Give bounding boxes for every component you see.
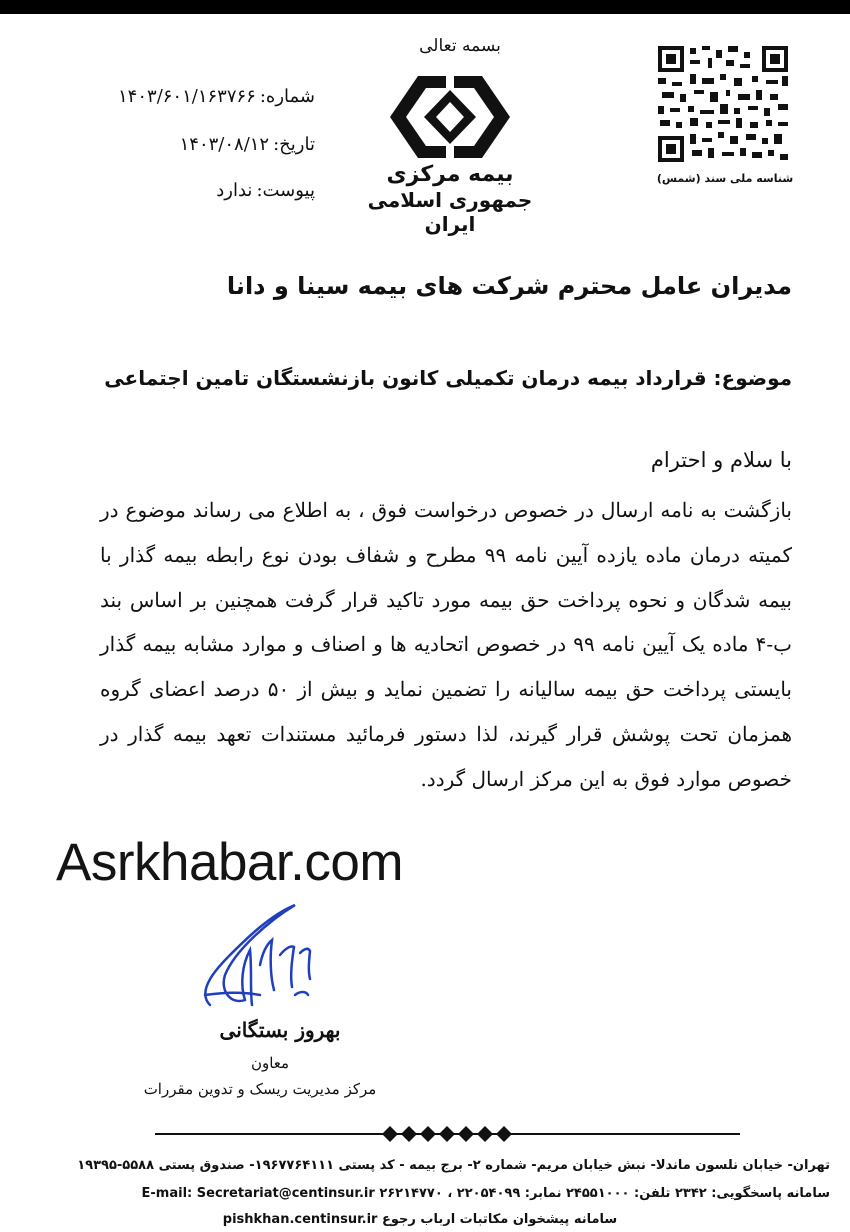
signer-role: معاون (250, 1054, 290, 1072)
watermark: Asrkhabar.com (56, 833, 403, 892)
footer-address: تهران- خیابان نلسون ماندلا- نبش خیابان مریم- شماره ۲- برج بیمه - کد پستی ۱۹۶۷۷۶۴۱۱۱- صندوق پستی ۵۵۸۸-۱۹۳۹۵ (77, 1158, 830, 1173)
signature-icon (190, 895, 330, 1025)
letter-greeting: با سلام و احترام (650, 448, 792, 472)
footer-contact: سامانه پاسخگویی: ۲۳۴۲ تلفن: ۲۴۵۵۱۰۰۰ نمابر: ۲۲۰۵۴۰۹۹ ، ۲۶۲۱۴۷۷۰ E-mail: Secretariat@centinsur.ir (141, 1186, 830, 1201)
letter-number (118, 86, 315, 107)
signer-department: مرکز مدیریت ریسک و تدوین مقررات (143, 1080, 377, 1098)
letter-attachment (216, 180, 315, 201)
basmala: بسمه تعالی (419, 36, 501, 56)
date-value: ۱۴۰۳/۰۸/۱۲ (179, 134, 270, 155)
attachment-label: پیوست: (256, 180, 315, 201)
number-value: ۱۴۰۳/۶۰۱/۱۶۳۷۶۶ (118, 86, 256, 107)
letter-recipient: مدیران عامل محترم شرکت های بیمه سینا و دانا (226, 272, 792, 300)
qr-caption: شناسه ملی سند (شمس) (656, 172, 794, 185)
letter-body: بازگشت به نامه ارسال در خصوص درخواست فوق ، به اطلاع می رساند موضوع در کمیته درمان ماده یازده آیین نامه ۹۹ مطرح و شفاف بودن نوع رابطه بیمه گذار با بیمه شدگان و نحوه پرداخت حق بیمه مورد تاکید قرار گرفت همچنین بر اساس بند ب-۴ ماده یک آیین نامه ۹۹ در خصوص اتحادیه ها و اصناف و موارد مشابه بیمه گذار بایستی پرداخت حق بیمه سالیانه را تضمین نماید و بیش از ۵۰ درصد اعضای گروه همزمان تحت پوشش قرار گیرند، لذا دستور فرمائید مستندات تعهد بیمه گذار در خصوص موارد فوق به این مرکز ارسال گردد. (100, 498, 793, 791)
qr-code-icon (656, 44, 790, 164)
letter-date (180, 134, 315, 155)
footer-portal: سامانه پیشخوان مکاتبات ارباب رجوع pishkhan.centinsur.ir (222, 1212, 618, 1227)
org-name-line1: بیمه مرکزی (386, 162, 514, 187)
diamond-divider-icon (382, 1124, 514, 1144)
signer-name: بهروز بستگانی (219, 1018, 341, 1042)
letter-subject: موضوع: قرارداد بیمه درمان تکمیلی کانون بازنشستگان تامین اجتماعی (104, 366, 792, 390)
top-status-bar (0, 0, 850, 14)
attachment-value: ندارد (216, 180, 253, 201)
central-insurance-logo (388, 72, 512, 162)
date-label: تاریخ: (273, 134, 315, 155)
number-label: شماره: (259, 86, 315, 107)
org-name-line2: جمهوری اسلامی ایران (367, 188, 533, 236)
